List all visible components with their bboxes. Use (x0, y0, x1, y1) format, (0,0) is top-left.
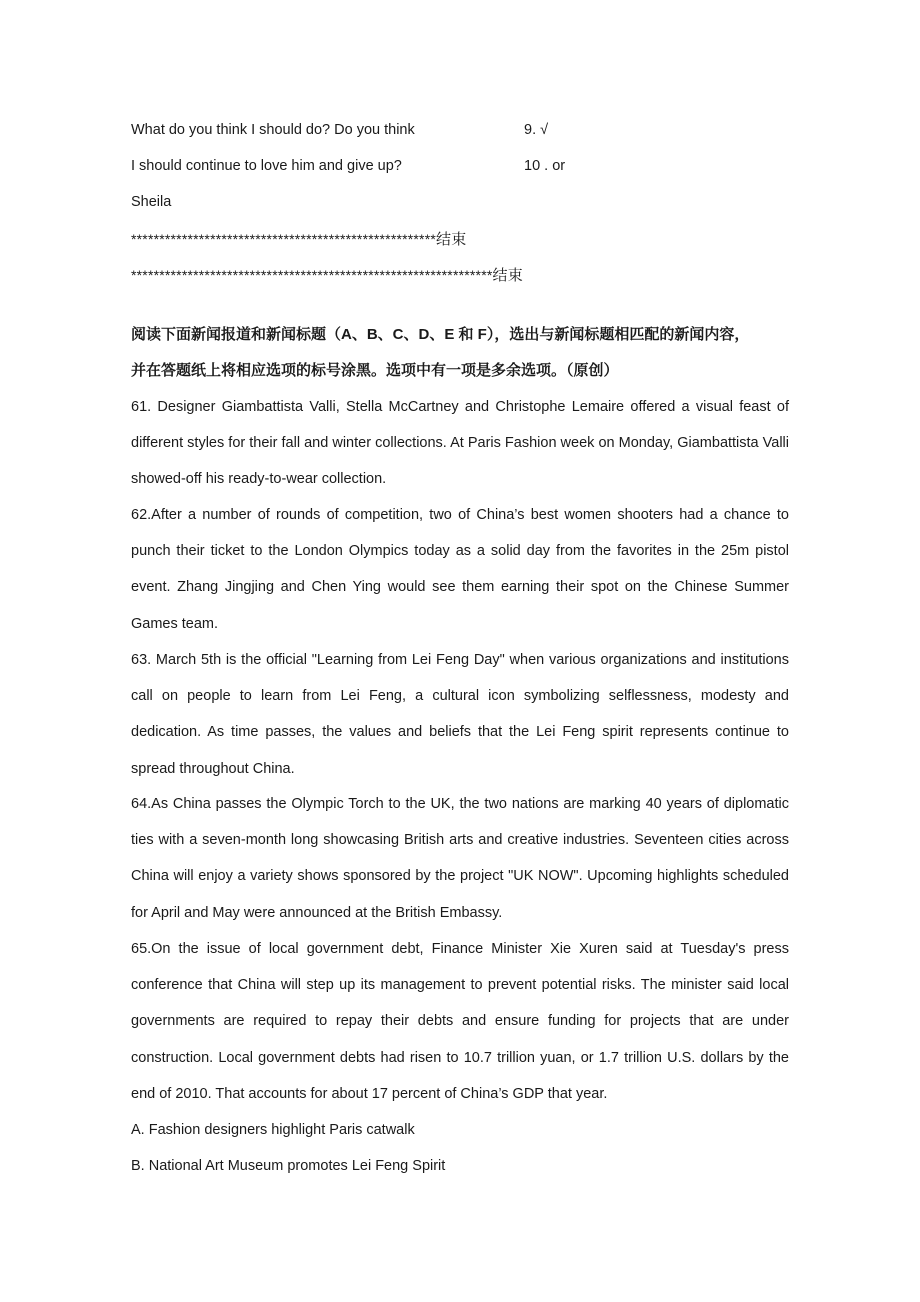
instructions-line-1: 阅读下面新闻报道和新闻标题（A、B、C、D、E 和 F），选出与新闻标题相匹配的新闻内容， (131, 326, 750, 343)
separator-stars: **************************************************************** (131, 267, 493, 283)
passage-61: 61. Designer Giambattista Valli, Stella McCartney and Christophe Lemaire offered a visual feast of different styles for their fall and winter collections. At Paris Fashion week on Monday, Giambattista Valli showed-off his ready-to-wear collection. (131, 399, 789, 488)
separator-stars: ****************************************************** (131, 231, 437, 247)
passage-64: 64.As China passes the Olympic Torch to the UK, the two nations are marking 40 years of diplomatic ties with a seven-month long showcasing British arts and creative industries. Seventeen cities across China will enjoy a variety shows sponsored by the project "UK NOW". Upcoming highlights scheduled for April and May were announced at the British Embassy. (131, 796, 789, 921)
separator-2 (131, 265, 523, 285)
separator-label: 结束 (436, 230, 467, 248)
letter-signature: Sheila (131, 194, 172, 210)
separator-label: 结束 (492, 266, 523, 284)
letter-line-1: What do you think I should do? Do you think (131, 122, 415, 138)
headline-b: B. National Art Museum promotes Lei Feng Spirit (131, 1158, 446, 1174)
answer-10: 10 . or (524, 158, 566, 174)
instructions-line-2: 并在答题纸上将相应选项的标号涂黑。选项中有一项是多余选项。（原创） (131, 362, 619, 379)
passage-62: 62.After a number of rounds of competition, two of China’s best women shooters had a chance to punch their ticket to the London Olympics today as a solid day from the favorites in the 25m pistol event. Zhang Jingjing and Chen Ying would see them earning their spot on the Chinese Summer Games team. (131, 507, 789, 632)
answer-9: 9. √ (524, 122, 549, 138)
headline-a: A. Fashion designers highlight Paris catwalk (131, 1122, 415, 1138)
separator-1 (131, 229, 466, 249)
passage-65: 65.On the issue of local government debt, Finance Minister Xie Xuren said at Tuesday's press conference that China will step up its management to prevent potential risks. The minister said local governments are required to repay their debts and ensure funding for projects that are under construction. Local government debts had risen to 10.7 trillion yuan, or 1.7 trillion U.S. dollars by the end of 2010. That accounts for about 17 percent of China’s GDP that year. (131, 941, 789, 1102)
letter-line-2: I should continue to love him and give up? (131, 158, 402, 174)
passage-63: 63. March 5th is the official "Learning from Lei Feng Day" when various organizations and institutions call on people to learn from Lei Feng, a cultural icon symbolizing selflessness, modesty and dedication. As time passes, the values and beliefs that the Lei Feng spirit represents continue to spread throughout China. (131, 652, 789, 777)
